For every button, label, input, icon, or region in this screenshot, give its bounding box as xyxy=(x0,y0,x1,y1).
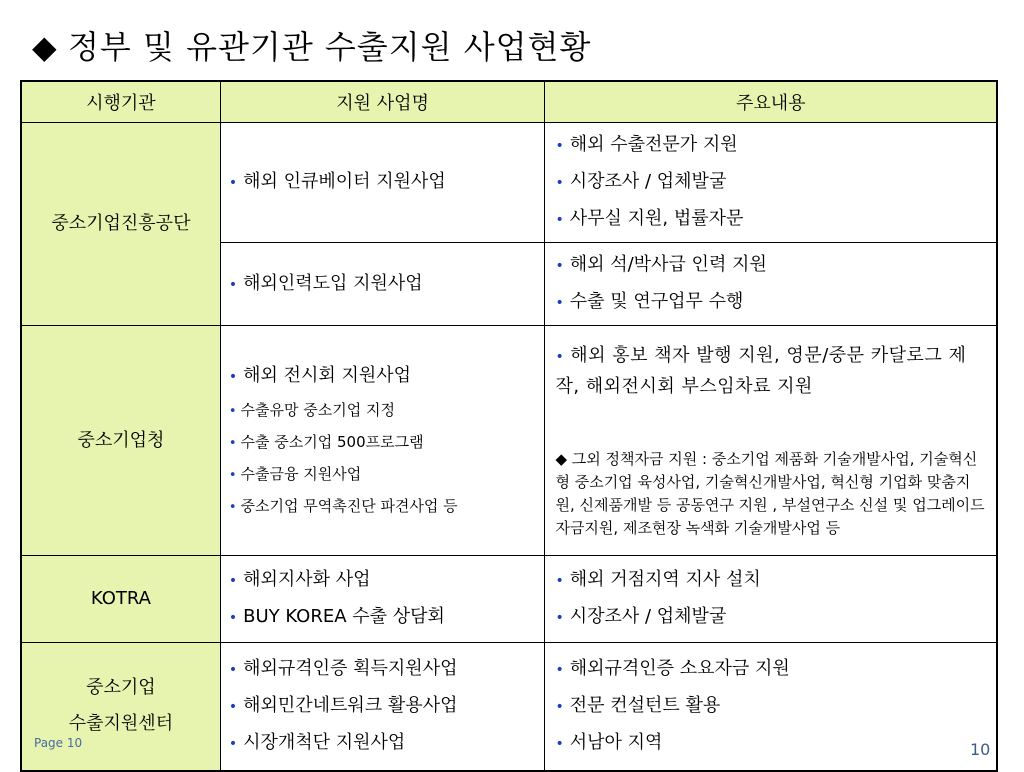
bullet-icon: • xyxy=(228,468,237,483)
bullet-icon: • xyxy=(228,500,237,515)
bullet-icon: • xyxy=(228,610,238,626)
list-item: • 사무실 지원, 법률자문 xyxy=(555,208,744,229)
table-row xyxy=(21,326,997,556)
support-programs-table xyxy=(20,80,998,772)
program-cell xyxy=(220,556,545,643)
list-item: • BUY KOREA 수출 상담회 xyxy=(228,606,445,627)
agency-cell xyxy=(21,643,220,771)
bullet-icon: • xyxy=(555,610,564,626)
bullet-icon: • xyxy=(228,661,238,678)
bullet-icon: • xyxy=(228,735,238,752)
bullet-icon: • xyxy=(228,404,237,419)
bullet-icon: • xyxy=(555,295,564,311)
agency-cell: KOTRA xyxy=(21,556,220,643)
diamond-marker-icon: ◆ xyxy=(32,28,58,66)
list-item: • 중소기업 무역촉진단 파견사업 등 xyxy=(228,497,458,515)
program-cell xyxy=(220,243,545,326)
policy-fund-note: ◆ 그외 정책자금 지원 : 중소기업 제품화 기술개발사업, 기술혁신형 중소기업 육성사업, 기술혁신개발사업, 혁신형 기업화 맞춤지원, 신제품개발 등 공동연구 지원 , 부설연구소 신설 및 업그레이드 자금지원, 제조현장 녹색화 기술개발사업 등 xyxy=(555,450,985,537)
list-item: • 수출 및 연구업무 수행 xyxy=(555,291,744,312)
header-content: 주요내용 xyxy=(545,81,997,123)
header-agency: 시행기관 xyxy=(21,81,220,123)
list-item: • 해외 수출전문가 지원 xyxy=(555,134,738,155)
title-text: 정부 및 유관기관 수출지원 사업현황 xyxy=(68,28,592,66)
program-cell xyxy=(220,326,545,556)
bullet-icon: • xyxy=(555,735,564,752)
table-row xyxy=(21,643,997,771)
table-row xyxy=(21,123,997,243)
list-item: • 해외규격인증 소요자금 지원 xyxy=(555,657,790,679)
header-row xyxy=(21,81,997,123)
list-item: • 해외 석/박사급 인력 지원 xyxy=(555,254,767,275)
table-row xyxy=(21,556,997,643)
list-item: • 전문 컨설턴트 활용 xyxy=(555,694,721,716)
list-item: • 수출금융 지원사업 xyxy=(228,465,362,483)
bullet-icon: • xyxy=(228,175,238,191)
list-item: • 해외민간네트워크 활용사업 xyxy=(228,694,458,716)
list-item: • 해외규격인증 획득지원사업 xyxy=(228,657,458,679)
agency-line: 중소기업 xyxy=(86,677,156,699)
program-cell xyxy=(220,123,545,243)
bullet-icon: • xyxy=(555,138,564,154)
list-item: • 시장개척단 지원사업 xyxy=(228,731,406,753)
bullet-icon: • xyxy=(555,212,564,228)
list-item: • 수출 중소기업 500프로그램 xyxy=(228,433,424,451)
content-cell xyxy=(545,556,997,643)
agency-cell: 중소기업청 xyxy=(21,326,220,556)
program-cell xyxy=(220,643,545,771)
bullet-icon: • xyxy=(228,369,238,385)
list-item: • 해외지사화 사업 xyxy=(228,569,371,590)
bullet-icon: • xyxy=(555,258,564,274)
bullet-icon: • xyxy=(555,175,564,191)
bullet-icon: • xyxy=(228,276,238,293)
list-item: • 서남아 지역 xyxy=(555,731,663,753)
content-cell xyxy=(545,643,997,771)
bullet-icon: • xyxy=(228,573,238,589)
page-footer-label: Page 10 xyxy=(34,736,83,750)
list-item: • 수출유망 중소기업 지정 xyxy=(228,401,395,419)
bullet-icon: • xyxy=(228,698,238,715)
bullet-icon: • xyxy=(555,661,564,678)
header-program: 지원 사업명 xyxy=(220,81,545,123)
list-item: • 해외 거점지역 지사 설치 xyxy=(555,569,761,590)
bullet-icon: • xyxy=(555,698,564,715)
bullet-icon: • xyxy=(555,573,564,589)
content-cell xyxy=(545,243,997,326)
bullet-icon: • xyxy=(555,349,565,365)
list-item: • 시장조사 / 업체발굴 xyxy=(555,171,727,192)
list-item: • 해외인력도입 지원사업 xyxy=(228,272,423,294)
list-item: • 해외 전시회 지원사업 xyxy=(228,365,412,386)
agency-cell: 중소기업진흥공단 xyxy=(21,123,220,326)
content-paragraph: • 해외 홍보 책자 발행 지원, 영문/중문 카달로그 제작, 해외전시회 부스임차료 지원 xyxy=(555,345,967,397)
bullet-icon: • xyxy=(228,436,237,451)
agency-line: 수출지원센터 xyxy=(68,713,174,735)
page-number: 10 xyxy=(970,740,991,759)
content-cell xyxy=(545,123,997,243)
content-cell xyxy=(545,326,997,556)
list-item: • 시장조사 / 업체발굴 xyxy=(555,606,727,627)
page-title xyxy=(32,22,591,68)
list-item: • 해외 인큐베이터 지원사업 xyxy=(228,171,446,192)
